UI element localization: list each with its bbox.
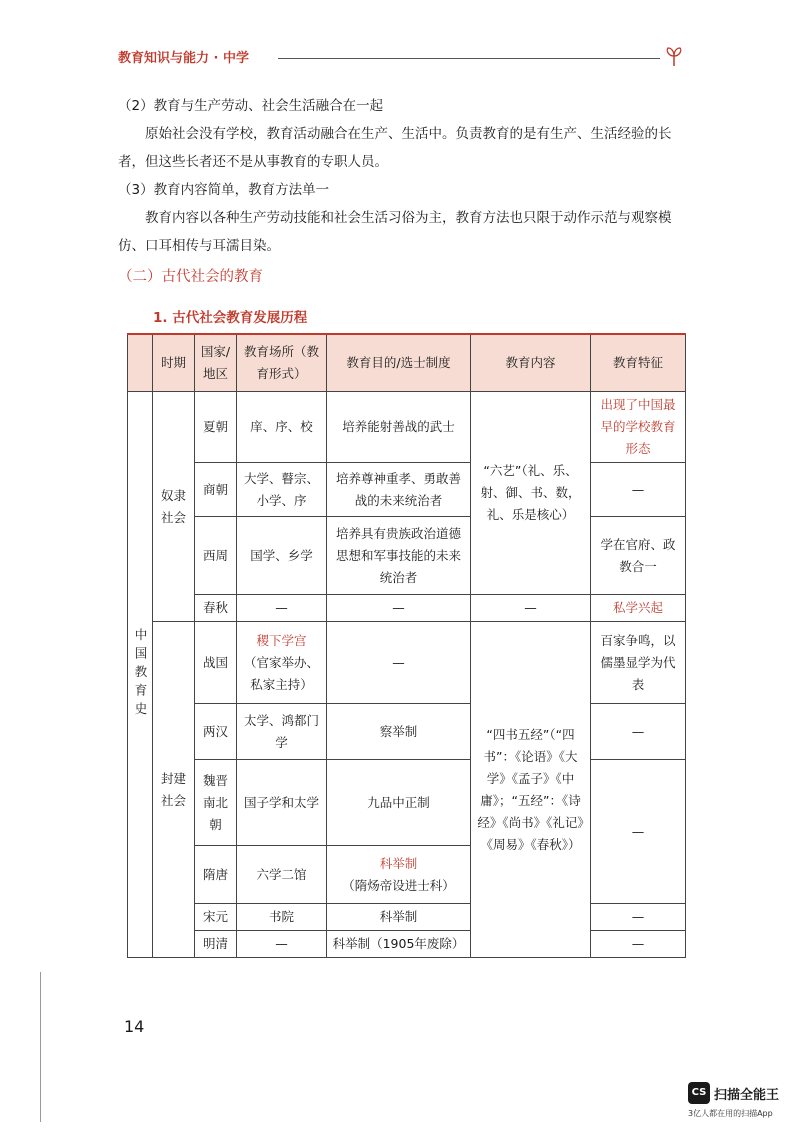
page-header xyxy=(118,44,688,68)
purpose-cell: — xyxy=(327,622,471,704)
section-title: （二）古代社会的教育 xyxy=(118,269,263,285)
content-cell: “四书五经”（“四书”：《论语》《大学》《孟子》《中庸》；“五经”：《诗经》《尚书》《礼记》《周易》《春秋》） xyxy=(471,622,591,958)
subsection-title: 1. 古代社会教育发展历程 xyxy=(153,310,308,326)
feature-cell: 百家争鸣，以儒墨显学为代表 xyxy=(591,622,686,704)
table-row xyxy=(128,392,686,463)
header-cell: 教育内容 xyxy=(471,334,591,392)
purpose-cell: 培养能射善战的武士 xyxy=(327,392,471,463)
intro-text xyxy=(118,92,698,260)
place-cell: — xyxy=(237,595,327,622)
table-row xyxy=(128,704,686,760)
purpose-note: （隋炀帝设进士科） xyxy=(342,877,455,893)
paragraph-3: 教育内容以各种生产劳动技能和社会生活习俗为主，教育方法也只限于动作示范与观察模仿、口耳相传与耳濡目染。 xyxy=(118,210,672,254)
purpose-cell xyxy=(327,846,471,904)
period-cell: 隋唐 xyxy=(195,846,237,904)
place-cell: — xyxy=(237,931,327,958)
heading-2: （2）教育与生产劳动、社会生活融合在一起 xyxy=(118,98,384,114)
period-cell: 夏朝 xyxy=(195,392,237,463)
feature-cell: 私学兴起 xyxy=(591,595,686,622)
table-row xyxy=(128,904,686,931)
feature-cell: — xyxy=(591,463,686,517)
table-row xyxy=(128,463,686,517)
place-cell: 六学二馆 xyxy=(237,846,327,904)
sprout-icon xyxy=(660,44,688,68)
feature-cell: — xyxy=(591,704,686,760)
feature-cell: 学在官府、政教合一 xyxy=(591,517,686,595)
table-row xyxy=(128,931,686,958)
header-title: 教育知识与能力 · 中学 xyxy=(118,51,249,66)
watermark-name: 扫描全能王 xyxy=(714,1088,780,1103)
place-cell: 书院 xyxy=(237,904,327,931)
scan-margin-line xyxy=(40,972,41,1122)
page-number: 14 xyxy=(124,1017,145,1036)
place-note: （官家举办、私家主持） xyxy=(243,654,319,692)
content-cell: — xyxy=(471,595,591,622)
purpose-name: 科举制 xyxy=(379,855,418,871)
content-cell: “六艺”（礼、乐、射、御、书、数，礼、乐是核心） xyxy=(471,392,591,595)
table-header-row xyxy=(128,334,686,392)
education-history-table xyxy=(127,333,686,958)
scanner-watermark xyxy=(688,1082,788,1124)
header-cell: 教育特征 xyxy=(591,334,686,392)
place-cell: 国学、乡学 xyxy=(237,517,327,595)
period-cell: 春秋 xyxy=(195,595,237,622)
table-row xyxy=(128,517,686,595)
header-cell xyxy=(128,334,153,392)
header-cell: 时期 xyxy=(153,334,195,392)
period-cell: 商朝 xyxy=(195,463,237,517)
period-cell: 西周 xyxy=(195,517,237,595)
table-row xyxy=(128,622,686,704)
header-cell: 国家/地区 xyxy=(195,334,237,392)
place-cell: 大学、瞽宗、小学、序 xyxy=(237,463,327,517)
table-row xyxy=(128,760,686,846)
region-cell: 中国教育史 xyxy=(128,392,153,958)
era-cell: 封建社会 xyxy=(153,622,195,958)
feature-cell: — xyxy=(591,904,686,931)
period-cell: 宋元 xyxy=(195,904,237,931)
header-cell: 教育目的/选士制度 xyxy=(327,334,471,392)
feature-cell: 出现了中国最早的学校教育形态 xyxy=(591,392,686,463)
era-cell: 奴隶社会 xyxy=(153,392,195,622)
place-cell: 太学、鸿都门学 xyxy=(237,704,327,760)
purpose-cell: 培养尊神重孝、勇敢善战的未来统治者 xyxy=(327,463,471,517)
table-row xyxy=(128,595,686,622)
purpose-cell: 科举制 xyxy=(327,904,471,931)
period-cell: 明清 xyxy=(195,931,237,958)
heading-3: （3）教育内容简单，教育方法单一 xyxy=(118,182,330,198)
paragraph-2: 原始社会没有学校，教育活动融合在生产、生活中。负责教育的是有生产、生活经验的长者，但这些长者还不是从事教育的专职人员。 xyxy=(118,126,672,170)
header-cell: 教育场所（教育形式） xyxy=(237,334,327,392)
place-cell: 庠、序、校 xyxy=(237,392,327,463)
place-name: 稷下学宫 xyxy=(256,632,307,648)
purpose-cell: 培养具有贵族政治道德思想和军事技能的未来统治者 xyxy=(327,517,471,595)
period-cell: 战国 xyxy=(195,622,237,704)
cs-logo-icon: CS xyxy=(688,1082,710,1104)
feature-cell: — xyxy=(591,931,686,958)
purpose-cell: — xyxy=(327,595,471,622)
feature-cell: — xyxy=(591,760,686,904)
header-rule xyxy=(278,58,660,59)
place-cell xyxy=(237,622,327,704)
purpose-cell: 九品中正制 xyxy=(327,760,471,846)
period-cell: 魏晋南北朝 xyxy=(195,760,237,846)
purpose-cell: 察举制 xyxy=(327,704,471,760)
place-cell: 国子学和太学 xyxy=(237,760,327,846)
watermark-tagline: 3亿人都在用的扫描App xyxy=(688,1109,773,1118)
period-cell: 两汉 xyxy=(195,704,237,760)
purpose-cell: 科举制（1905年废除） xyxy=(327,931,471,958)
